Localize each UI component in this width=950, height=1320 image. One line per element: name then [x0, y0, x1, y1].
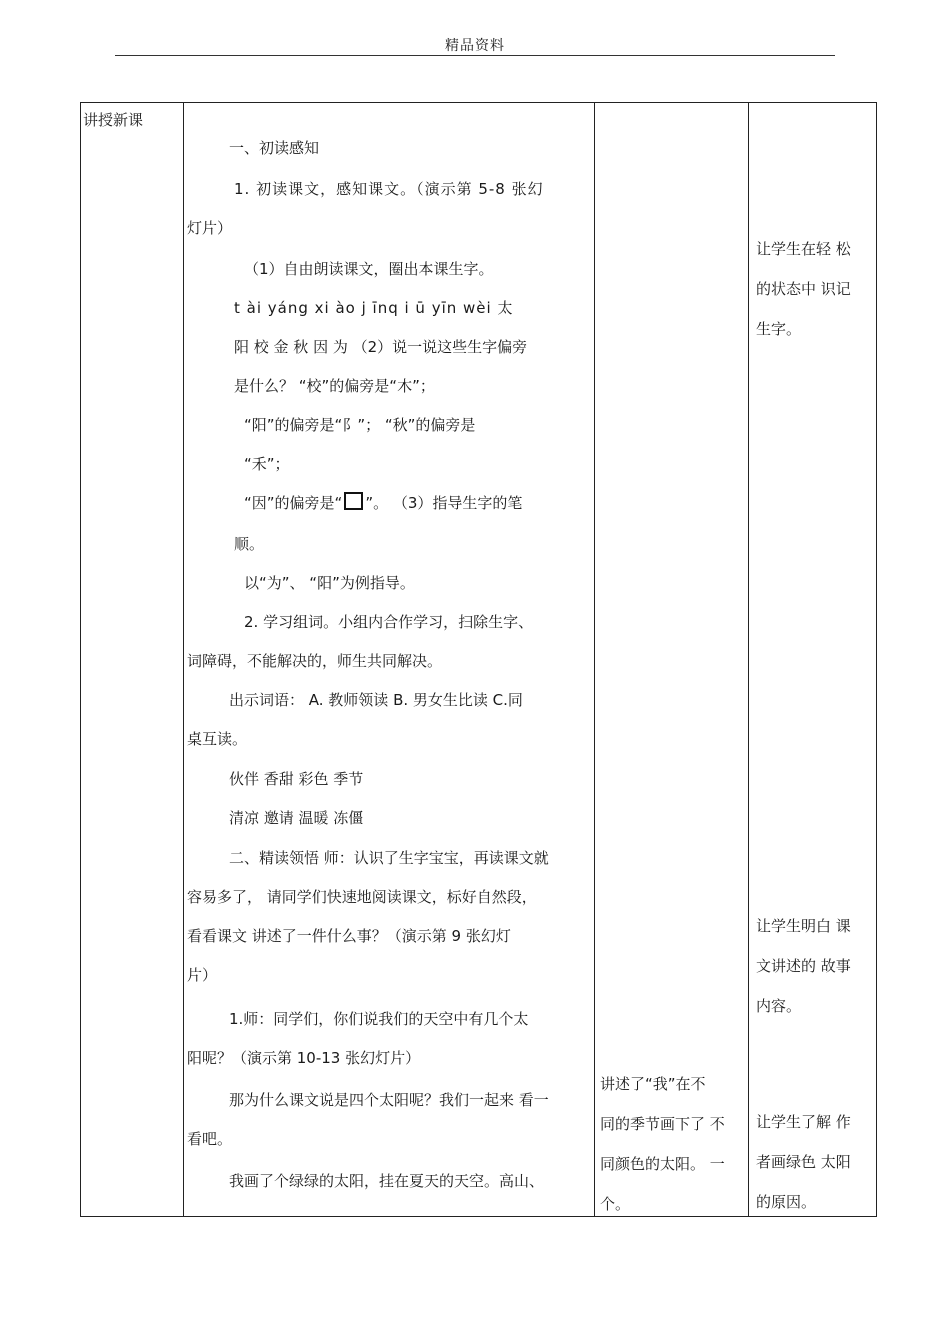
content-line: [244, 484, 595, 523]
design-note-line: 内容。: [756, 997, 802, 1015]
design-note-line: 生字。: [756, 320, 802, 338]
content-line: “禾”；: [244, 455, 290, 473]
design-note-line: 文讲述的 故事: [756, 957, 851, 975]
content-line: 看看课文 讲述了一件什么事？（演示第 9 张幻灯: [187, 927, 511, 945]
section-label: 讲授新课: [83, 111, 144, 129]
design-note-line: 让学生在轻 松: [756, 240, 851, 258]
summary-line: 同颜色的太阳。 一: [600, 1155, 725, 1173]
content-line: 那为什么课文说是四个太阳呢？我们一起来 看一: [229, 1091, 549, 1109]
teaching-content-cell: [184, 103, 595, 1217]
lesson-table: [80, 102, 877, 1217]
content-line: 1. 初读课文，感知课文。（演示第 5-8 张幻: [234, 180, 544, 198]
content-line: 阳呢？（演示第 10-13 张幻灯片）: [187, 1049, 421, 1067]
content-line: 出示词语： A. 教师领读 B. 男女生比读 C.同: [229, 691, 523, 709]
content-line: 片）: [187, 966, 218, 984]
summary-line: 同的季节画下了 不: [600, 1115, 725, 1133]
content-line: 阳 校 金 秋 因 为 （2）说一说这些生字偏旁: [234, 338, 528, 356]
design-note-line: 的状态中 识记: [756, 280, 851, 298]
content-line: 1.师：同学们，你们说我们的天空中有几个太: [229, 1010, 529, 1028]
design-note-line: 者画绿色 太阳: [756, 1153, 851, 1171]
content-line: 灯片）: [187, 219, 233, 237]
content-line: 一、初读感知: [229, 139, 320, 157]
section-label-cell: [81, 103, 184, 1217]
content-line: 二、精读领悟 师：认识了生字宝宝，再读课文就: [229, 849, 549, 867]
box-radical-icon: [344, 492, 363, 510]
page-header-title: 精品资料: [445, 38, 505, 54]
content-line: 看吧。: [187, 1130, 233, 1148]
content-line: （1）自由朗读课文，圈出本课生字。: [244, 260, 494, 278]
content-line: 伙伴 香甜 彩色 季节: [229, 770, 364, 788]
content-line: 顺。: [234, 535, 265, 553]
design-note-line: 让学生了解 作: [756, 1113, 851, 1131]
content-line: 2. 学习组词。小组内合作学习，扫除生字、: [244, 613, 534, 631]
content-line: 词障碍，不能解决的，师生共同解决。: [187, 652, 443, 670]
content-line: 以“为”、 “阳”为例指导。: [244, 574, 415, 592]
table-row: [81, 103, 877, 1217]
design-note-line: 的原因。: [756, 1193, 817, 1211]
design-intent-cell: [749, 103, 877, 1217]
summary-cell: [595, 103, 749, 1217]
content-line: “阳”的偏旁是“阝”； “秋”的偏旁是: [244, 416, 476, 434]
summary-line: 个。: [600, 1195, 631, 1213]
content-line: 容易多了， 请同学们快速地阅读课文，标好自然段，: [187, 888, 537, 906]
content-line: 我画了个绿绿的太阳，挂在夏天的天空。高山、: [229, 1172, 545, 1190]
content-line-part: ”。 （3）指导生字的笔: [365, 494, 523, 512]
content-line: 是什么？ “校”的偏旁是“木”；: [234, 377, 435, 395]
content-line: 清凉 邀请 温暖 冻僵: [229, 809, 364, 827]
content-line: t ài yáng xi ào j īnq i ū yīn wèi 太: [234, 299, 514, 317]
content-line: 桌互读。: [187, 730, 248, 748]
content-line-part: “因”的偏旁是“: [244, 494, 343, 512]
header-divider: [115, 55, 835, 56]
summary-line: 讲述了“我”在不: [600, 1075, 706, 1093]
design-note-line: 让学生明白 课: [756, 917, 851, 935]
